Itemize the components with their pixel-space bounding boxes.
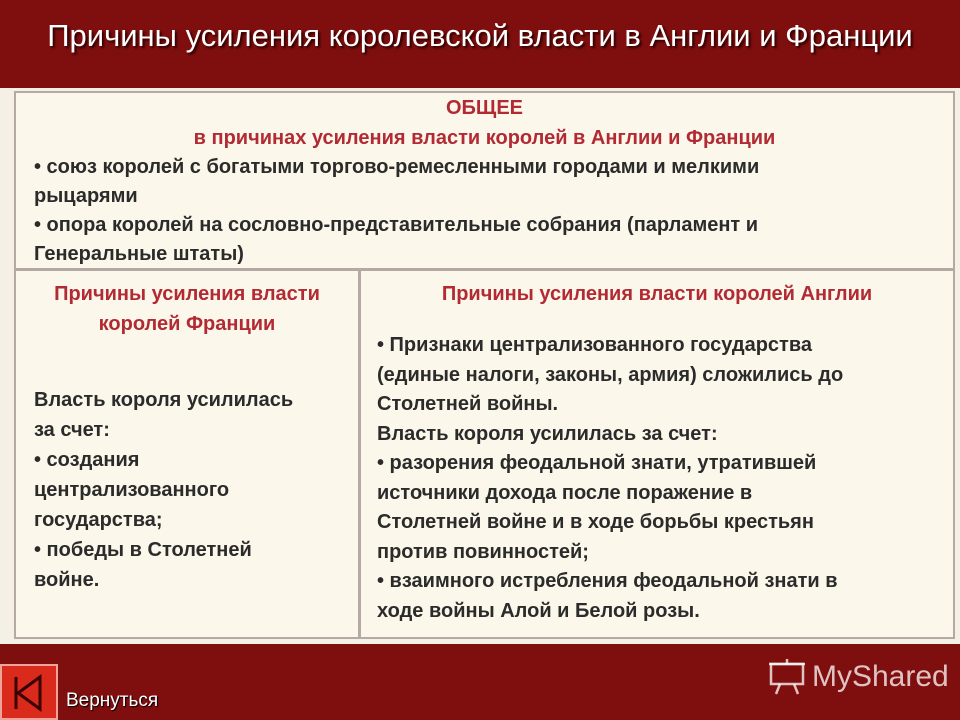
common-causes-cell — [16, 93, 953, 271]
back-link[interactable]: Вернуться — [66, 690, 159, 711]
common-line: Генеральные штаты) — [34, 243, 244, 265]
watermark-text: MyShared — [812, 660, 949, 693]
england-line: • взаимного истребления феодальной знати в — [377, 570, 838, 592]
england-line: (единые налоги, законы, армия) сложились до — [377, 363, 844, 386]
england-column-title: Причины усиления власти королей Англии — [441, 283, 873, 305]
slide-title: Причины усиления королевской власти в Англии и Франции — [47, 18, 913, 53]
england-line: Столетней войны. — [377, 393, 559, 415]
slide-footer — [0, 644, 960, 720]
england-line: против повинностей; — [377, 540, 589, 563]
france-column-title — [16, 279, 358, 339]
back-button[interactable] — [0, 664, 58, 720]
back-arrow-icon — [10, 673, 50, 713]
comparison-table — [14, 91, 955, 639]
france-line: централизованного — [34, 479, 230, 501]
england-line: • Признаки централизованного государства — [377, 334, 812, 356]
france-title-line: Причины усиления власти — [54, 283, 320, 305]
presentation-icon — [768, 658, 806, 696]
france-line: войне. — [34, 569, 100, 591]
slide-header — [0, 0, 960, 88]
france-line: Власть короля усилилась — [34, 389, 294, 411]
common-causes-list — [34, 153, 934, 269]
common-line: рыцарями — [34, 185, 138, 207]
france-title-line: королей Франции — [98, 313, 276, 335]
france-line: за счет: — [34, 419, 110, 441]
france-line: государства; — [34, 509, 163, 531]
england-causes-list — [377, 331, 947, 626]
slide-content — [0, 88, 960, 644]
england-line: ходе войны Алой и Белой розы. — [377, 599, 700, 622]
common-line: • опора королей на сословно-представительные собрания (парламент и — [34, 214, 759, 236]
england-causes-cell — [361, 271, 953, 637]
france-causes-list — [34, 385, 354, 595]
common-title: ОБЩЕЕ — [446, 97, 523, 119]
france-causes-cell — [16, 271, 361, 637]
england-line: • разорения феодальной знати, утратившей — [377, 452, 817, 474]
england-line: источники дохода после поражение в — [377, 481, 753, 504]
common-subtitle: в причинах усиления власти королей в Англии и Франции — [193, 127, 776, 149]
england-line: Власть короля усилилась за счет: — [377, 422, 718, 445]
common-line: • союз королей с богатыми торгово-ремесленными городами и мелкими — [34, 156, 760, 178]
france-line: • победы в Столетней — [34, 539, 252, 561]
england-line: Столетней войне и в ходе борьбы крестьян — [377, 511, 814, 533]
france-line: • создания — [34, 449, 140, 471]
